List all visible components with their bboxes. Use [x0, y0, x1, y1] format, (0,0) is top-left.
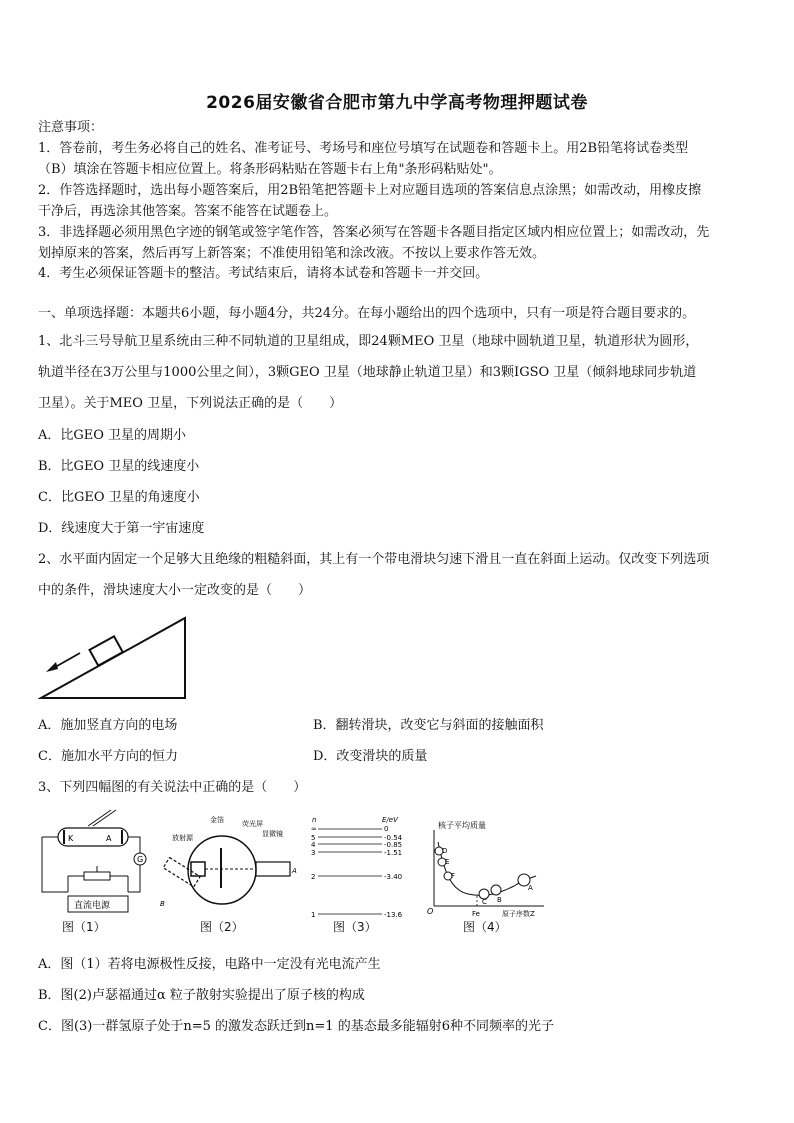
nucleus-point — [491, 885, 501, 895]
curve — [438, 842, 536, 895]
notice-line: 4．考生必须保证答题卡的整洁。考试结束后，请将本试卷和答题卡一并交回。 — [38, 266, 489, 281]
nucleus-label: D — [442, 847, 448, 855]
label-ylabel: 核子平均质量 — [438, 821, 486, 830]
figure-4-binding-curve — [424, 818, 554, 918]
question-3-option-b: B．图(2)卢瑟福通过α 粒子散射实验提出了原子核的构成 — [38, 988, 365, 1003]
figure-3-energy-levels — [310, 814, 410, 918]
notice-line: 1．答卷前，考生务必将自己的姓名、准考证号、考场号和座位号填写在试题卷和答题卡上。用2B铅笔将试卷类型 — [38, 141, 689, 156]
energy-level-n: 4 — [311, 841, 316, 849]
question-1-stem: 轨道半径在3万公里与1000公里之间），3颗GEO 卫星（地球静止轨道卫星）和3颗IGSO 卫星（倾斜地球同步轨道 — [38, 365, 697, 380]
arrow-head — [46, 662, 58, 672]
nucleus-label: A — [528, 884, 533, 892]
question-1-option-a: A．比GEO 卫星的周期小 — [38, 428, 187, 443]
figure-1-photoelectric — [38, 808, 156, 918]
question-3-option-a: A．图（1）若将电源极性反接，电路中一定没有光电流产生 — [38, 957, 381, 972]
energy-level-n: 3 — [311, 849, 316, 857]
label-source-r: 放射源 — [172, 834, 193, 842]
label-k: K — [68, 834, 74, 843]
question-1-option-d: D．线速度大于第一宇宙速度 — [38, 521, 205, 536]
question-2-option-c: C．施加水平方向的恒力 — [38, 749, 178, 764]
question-1-option-b: B．比GEO 卫星的线速度小 — [38, 459, 200, 474]
notice-line: （B）填涂在答题卡相应位置上。将条形码粘贴在答题卡右上角"条形码粘贴处"。 — [38, 162, 502, 177]
nucleus-label: E — [445, 858, 450, 866]
label-xlabel: 原子序数Z — [502, 910, 535, 918]
radioactive-source — [191, 862, 205, 876]
caption-fig2: 图（2） — [200, 920, 244, 934]
label-source: 直流电源 — [74, 901, 111, 911]
notice-line: 干净后，再选涂其他答案。答案不能答在试题卷上。 — [38, 204, 338, 219]
question-2-stem: 2、水平面内固定一个足够大且绝缘的粗糙斜面，其上有一个带电滑块匀速下滑且一直在斜面上运动。仅改变下列选项 — [38, 552, 710, 567]
nucleus-label: F — [451, 872, 456, 880]
label-ninf: ∞ — [311, 825, 317, 833]
question-1-option-c: C．比GEO 卫星的角速度小 — [38, 490, 200, 505]
label-fe: Fe — [472, 910, 480, 918]
notice-line: 3．非选择题必须用黑色字迹的钢笔或签字笔作答，答案必须写在答题卡各题目指定区域内相应位置上；如需改动，先 — [38, 225, 710, 240]
caption-fig1: 图（1） — [62, 920, 106, 934]
nucleus-label: B — [497, 896, 502, 904]
question-3-stem: 3、下列四幅图的有关说法中正确的是（ ） — [38, 780, 307, 795]
label-g: G — [137, 855, 144, 864]
microscope — [256, 862, 290, 876]
label-origin: O — [427, 907, 434, 916]
level-inf-energy: 0 — [384, 825, 389, 833]
caption-fig3: 图（3） — [333, 920, 377, 934]
energy-level-value: -1.51 — [384, 849, 403, 857]
energy-level-n: 2 — [311, 873, 316, 881]
energy-level-value: -13.6 — [384, 911, 403, 918]
energy-level-value: -0.54 — [384, 834, 403, 842]
nucleus-label: C — [482, 898, 487, 906]
question-1-stem: 1、北斗三号导航卫星系统由三种不同轨道的卫星组成，即24颗MEO 卫星（地球中圆轨道卫星，轨道形状为圆形， — [38, 334, 699, 349]
energy-level-value: -0.85 — [384, 841, 403, 849]
notice-line: 2．作答选择题时，选出每小题答案后，用2B铅笔把答题卡上对应题目选项的答案信息点涂黑；如需改动，用橡皮擦 — [38, 183, 702, 198]
notice-heading: 注意事项： — [38, 120, 104, 135]
section-heading: 一、单项选择题：本题共6小题，每小题4分，共24分。在每小题给出的四个选项中，只有一项是符合题目要求的。 — [38, 306, 696, 321]
slider-block — [90, 636, 123, 665]
label-microscope: 显微镜 — [262, 830, 283, 838]
label-screen: 荧光屏 — [242, 820, 263, 828]
caption-fig4: 图（4） — [463, 920, 507, 934]
incline-diagram — [38, 612, 188, 702]
rheostat — [84, 872, 110, 880]
question-3-option-c: C．图(3)一群氢原子处于n=5 的激发态跃迁到n=1 的基态最多能辐射6种不同频率的光子 — [38, 1019, 554, 1034]
notice-line: 划掉原来的答案，然后再写上新答案；不准使用铅笔和涂改液。不按以上要求作答无效。 — [38, 246, 546, 261]
question-2-option-b: B．翻转滑块，改变它与斜面的接触面积 — [313, 718, 544, 733]
page-title: 2026届安徽省合肥市第九中学高考物理押题试卷 — [206, 93, 588, 113]
label-a: A — [106, 834, 112, 843]
question-2-option-d: D．改变滑块的质量 — [313, 749, 428, 764]
label-unit: E/eV — [382, 816, 398, 824]
label-pos-b: B — [160, 900, 165, 908]
question-2-stem: 中的条件，滑块速度大小一定改变的是（ ） — [38, 583, 312, 598]
energy-level-n: 5 — [311, 834, 316, 842]
label-n: n — [312, 816, 317, 824]
label-pos-a: A — [292, 867, 297, 875]
label-foil: 金箔 — [210, 816, 224, 824]
energy-level-value: -3.40 — [384, 873, 403, 881]
question-2-option-a: A．施加竖直方向的电场 — [38, 718, 178, 733]
energy-level-n: 1 — [311, 911, 316, 918]
question-1-stem: 卫星）。关于MEO 卫星，下列说法正确的是（ ） — [38, 396, 343, 411]
figure-2-scattering — [158, 812, 298, 912]
